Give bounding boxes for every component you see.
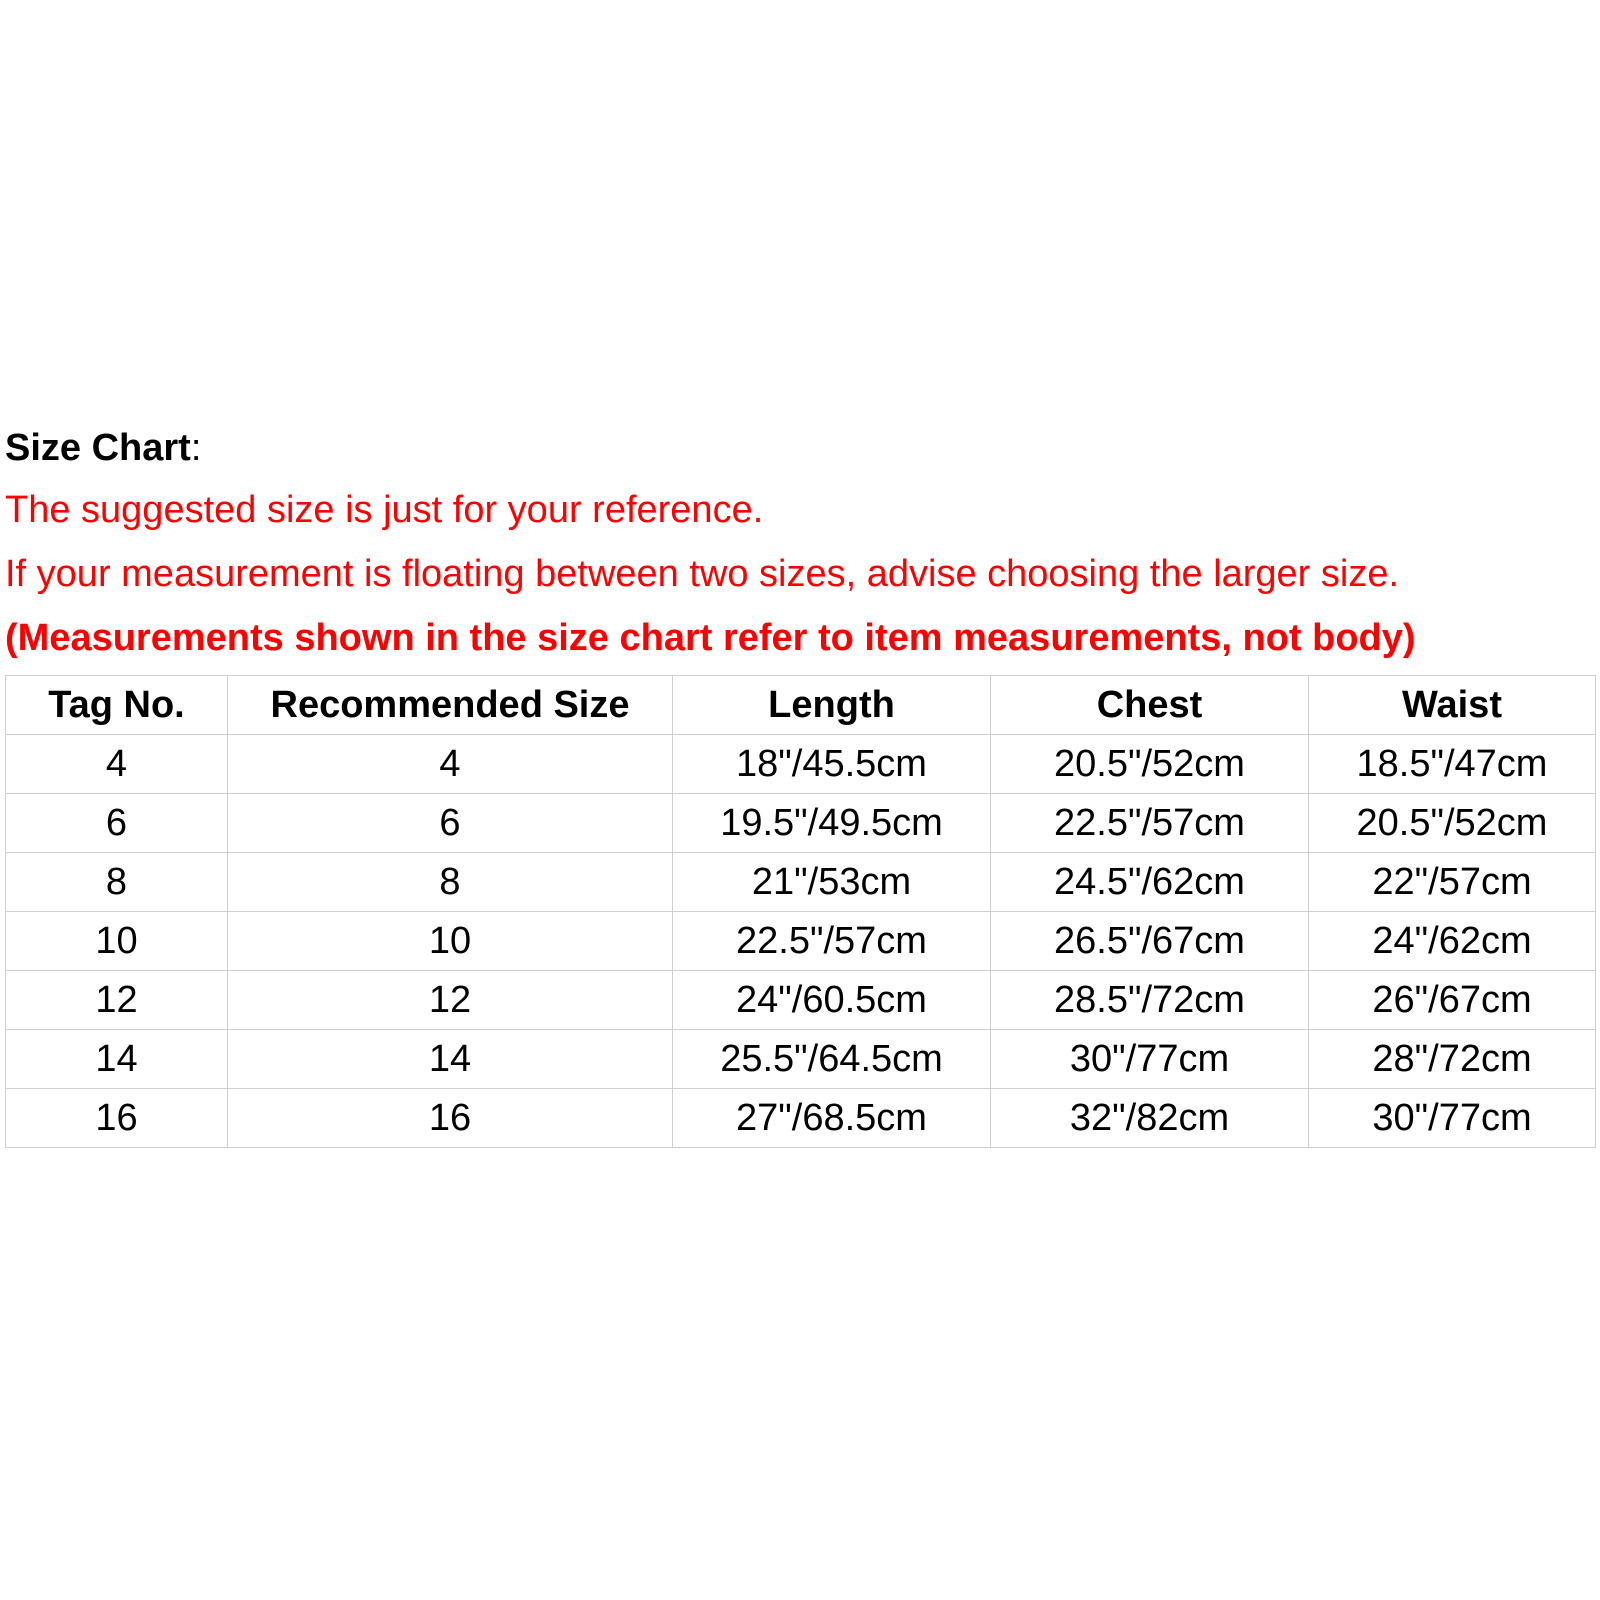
cell-length: 19.5"/49.5cm xyxy=(673,794,991,853)
reference-note: The suggested size is just for your reference. xyxy=(5,489,764,531)
cell-length: 27"/68.5cm xyxy=(673,1089,991,1148)
table-row xyxy=(6,735,1596,794)
cell-length: 25.5"/64.5cm xyxy=(673,1030,991,1089)
cell-recommended-size: 12 xyxy=(228,971,673,1030)
cell-tag-no: 4 xyxy=(6,735,228,794)
size-table xyxy=(5,675,1596,1148)
cell-length: 21"/53cm xyxy=(673,853,991,912)
cell-waist: 20.5"/52cm xyxy=(1309,794,1596,853)
table-row xyxy=(6,1030,1596,1089)
title-label: Size Chart xyxy=(5,427,191,469)
cell-chest: 26.5"/67cm xyxy=(991,912,1309,971)
cell-recommended-size: 14 xyxy=(228,1030,673,1089)
measurements-note: (Measurements shown in the size chart refer to item measurements, not body) xyxy=(5,617,1416,659)
advice-note: If your measurement is floating between two sizes, advise choosing the larger size. xyxy=(5,553,1400,595)
cell-tag-no: 16 xyxy=(6,1089,228,1148)
cell-recommended-size: 10 xyxy=(228,912,673,971)
header-tag-no: Tag No. xyxy=(6,676,228,735)
page-title xyxy=(5,425,1595,471)
cell-chest: 32"/82cm xyxy=(991,1089,1309,1148)
header-waist: Waist xyxy=(1309,676,1596,735)
cell-waist: 26"/67cm xyxy=(1309,971,1596,1030)
table-row xyxy=(6,794,1596,853)
cell-waist: 28"/72cm xyxy=(1309,1030,1596,1089)
header-chest: Chest xyxy=(991,676,1309,735)
table-row xyxy=(6,912,1596,971)
cell-chest: 24.5"/62cm xyxy=(991,853,1309,912)
cell-tag-no: 12 xyxy=(6,971,228,1030)
header-recommended-size: Recommended Size xyxy=(228,676,673,735)
cell-waist: 24"/62cm xyxy=(1309,912,1596,971)
cell-chest: 30"/77cm xyxy=(991,1030,1309,1089)
table-row xyxy=(6,971,1596,1030)
cell-tag-no: 6 xyxy=(6,794,228,853)
cell-chest: 28.5"/72cm xyxy=(991,971,1309,1030)
title-colon: : xyxy=(190,427,202,469)
cell-length: 18"/45.5cm xyxy=(673,735,991,794)
cell-recommended-size: 8 xyxy=(228,853,673,912)
cell-waist: 18.5"/47cm xyxy=(1309,735,1596,794)
size-chart-section xyxy=(5,425,1595,1148)
table-row xyxy=(6,853,1596,912)
cell-waist: 22"/57cm xyxy=(1309,853,1596,912)
cell-waist: 30"/77cm xyxy=(1309,1089,1596,1148)
cell-recommended-size: 6 xyxy=(228,794,673,853)
cell-chest: 22.5"/57cm xyxy=(991,794,1309,853)
cell-chest: 20.5"/52cm xyxy=(991,735,1309,794)
table-row xyxy=(6,1089,1596,1148)
table-header-row xyxy=(6,676,1596,735)
header-length: Length xyxy=(673,676,991,735)
cell-tag-no: 14 xyxy=(6,1030,228,1089)
cell-recommended-size: 16 xyxy=(228,1089,673,1148)
cell-tag-no: 10 xyxy=(6,912,228,971)
cell-length: 22.5"/57cm xyxy=(673,912,991,971)
cell-tag-no: 8 xyxy=(6,853,228,912)
cell-length: 24"/60.5cm xyxy=(673,971,991,1030)
cell-recommended-size: 4 xyxy=(228,735,673,794)
